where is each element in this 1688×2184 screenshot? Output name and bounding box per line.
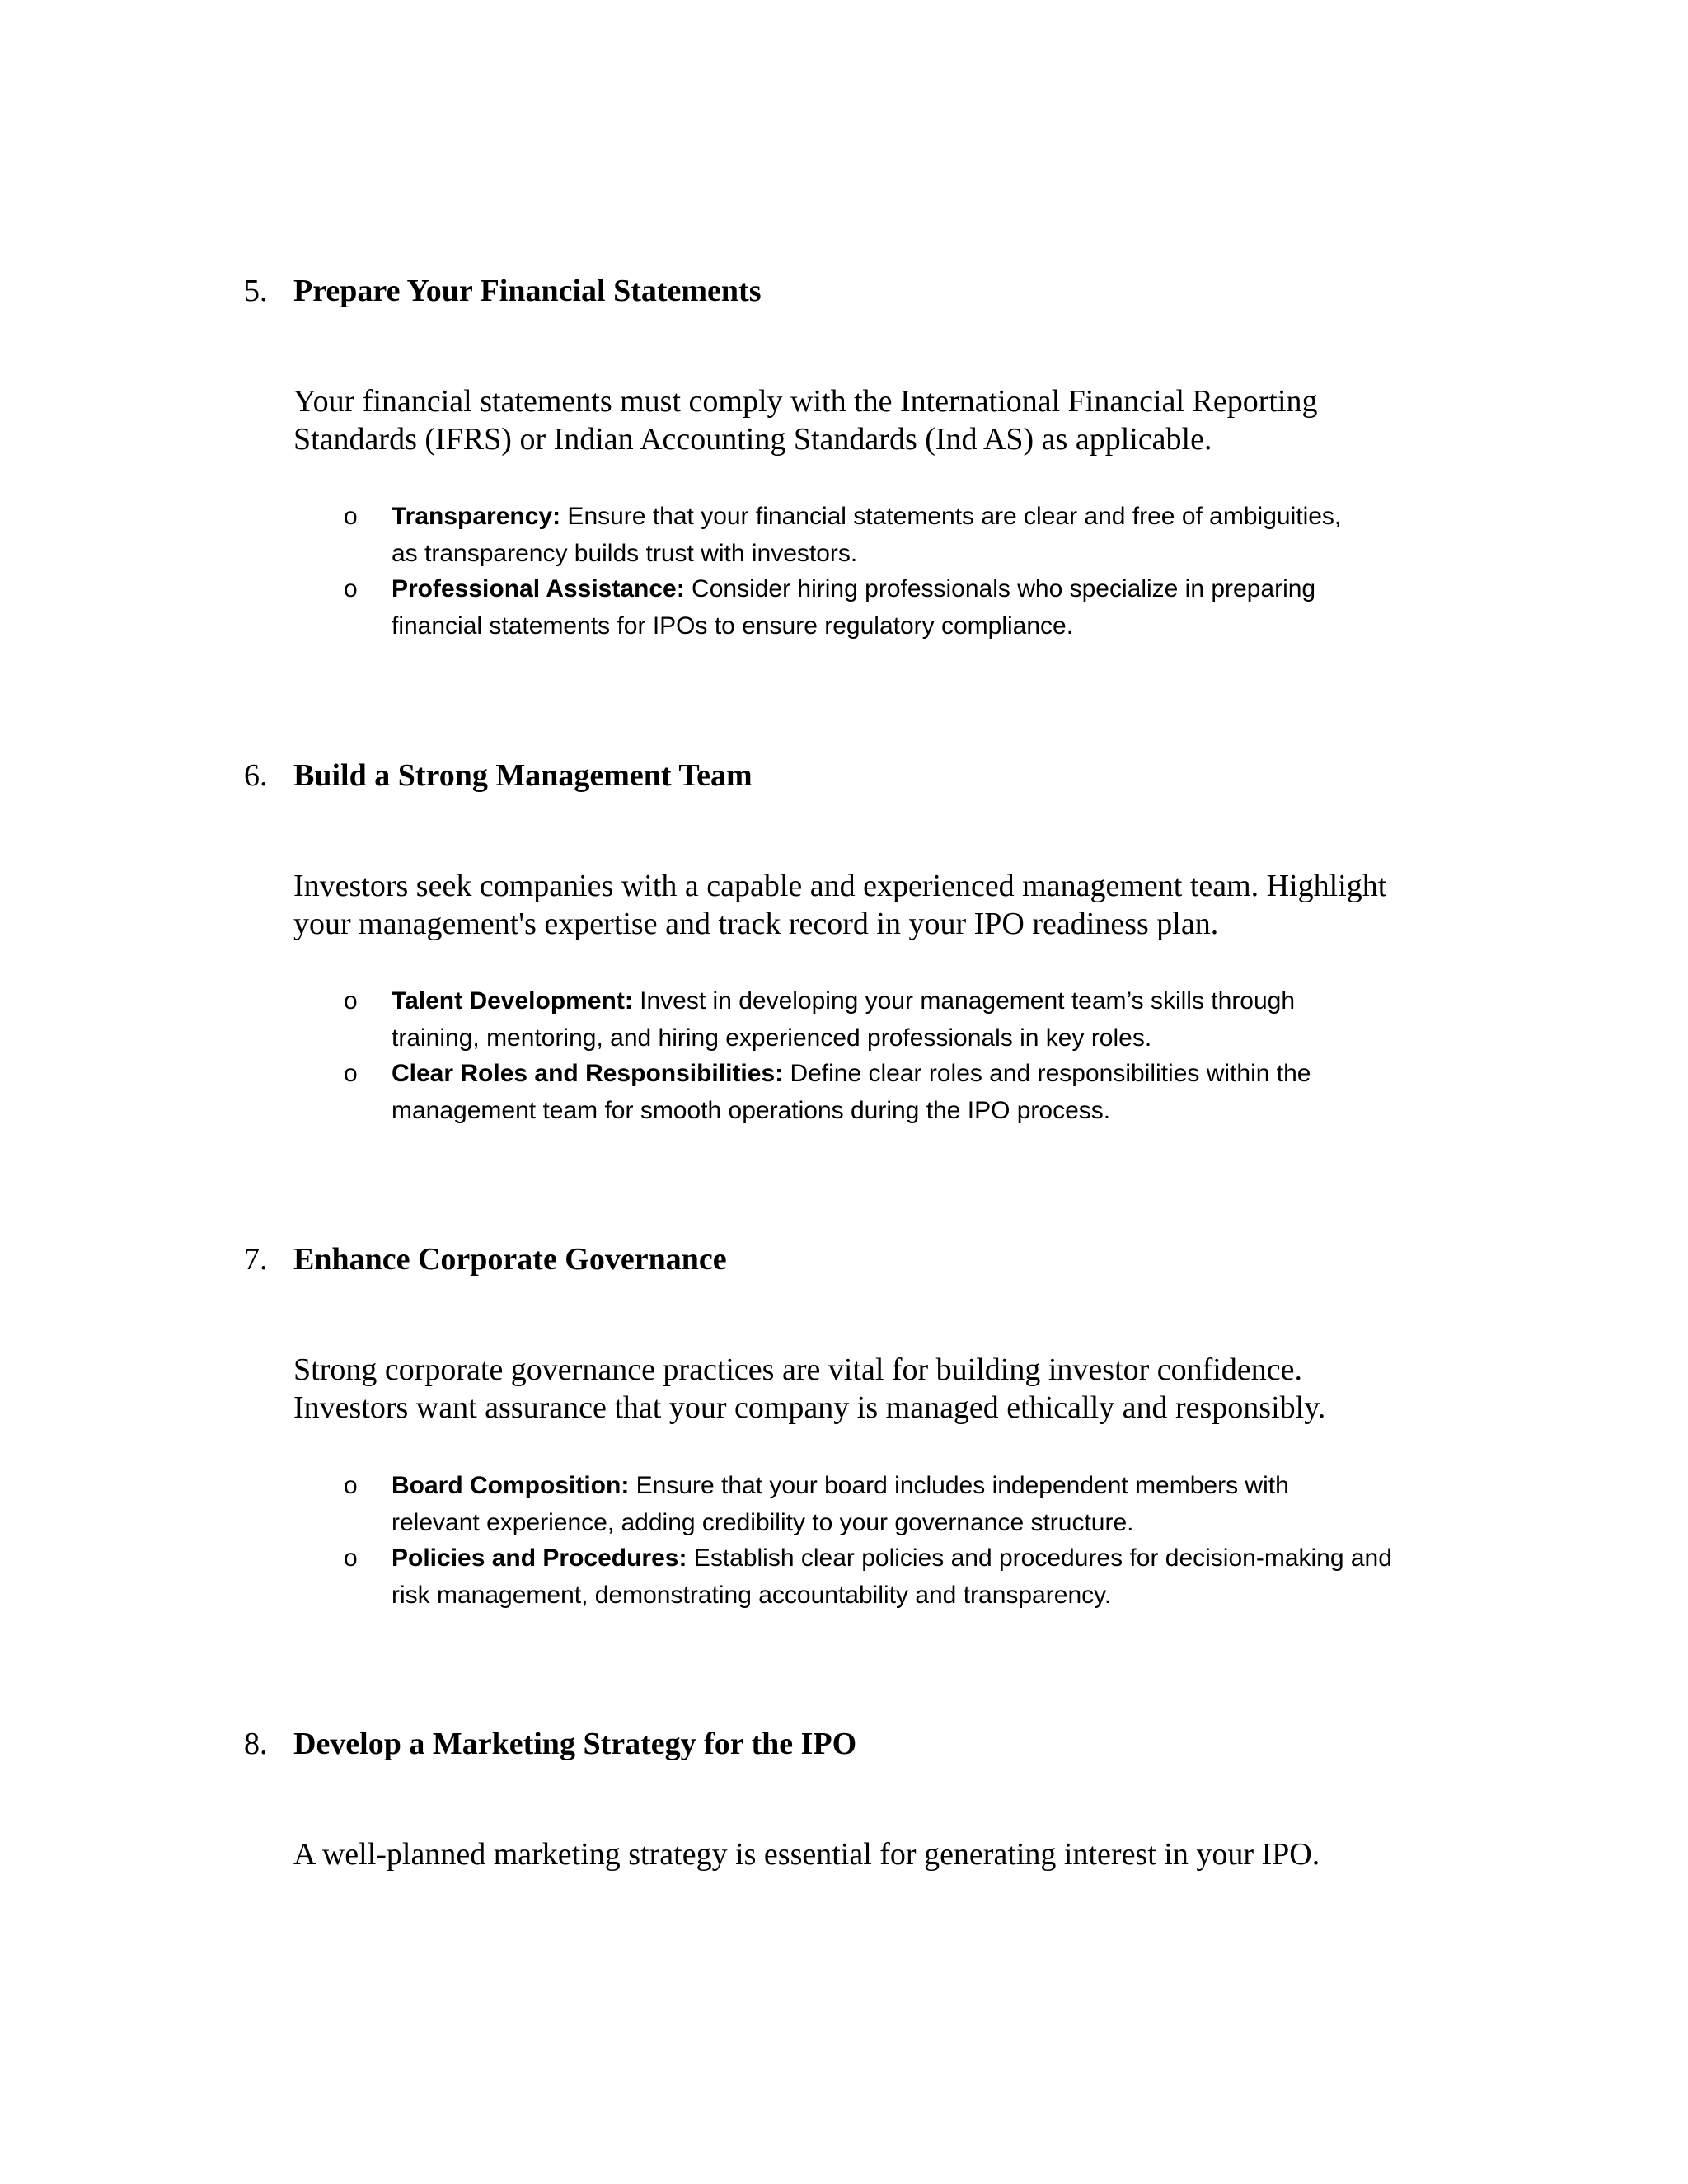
bullet-text (392, 1467, 1562, 1541)
bullet-continuation: training, mentoring, and hiring experienced professionals in key roles. (392, 1024, 1152, 1052)
section-title: Build a Strong Management Team (293, 758, 753, 793)
section-intro (293, 867, 1513, 943)
section-number: 5. (244, 274, 268, 308)
bullet-body: Consider hiring professionals who specialize in preparing (684, 575, 1316, 602)
intro-line: Investors seek companies with a capable and experienced management team. Highlight (293, 869, 1387, 903)
section-title: Develop a Marketing Strategy for the IPO (293, 1727, 857, 1761)
bullet-continuation: financial statements for IPOs to ensure regulatory compliance. (392, 612, 1074, 640)
bullet-body: Invest in developing your management team’s skills through (632, 987, 1296, 1015)
bullet-body: Ensure that your financial statements are clear and free of ambiguities, (560, 503, 1342, 530)
bullet-marker: o (344, 987, 358, 1015)
intro-line: Strong corporate governance practices are vital for building investor confidence. (293, 1352, 1302, 1387)
bullet-lead: Policies and Procedures: (392, 1544, 687, 1572)
intro-line: A well-planned marketing strategy is essential for generating interest in your IPO. (293, 1837, 1320, 1872)
bullet-text (392, 1055, 1562, 1129)
bullet-marker: o (344, 1060, 358, 1087)
intro-line: Your financial statements must comply with the International Financial Reporting (293, 384, 1318, 419)
intro-line: Investors want assurance that your company is managed ethically and responsibly. (293, 1390, 1326, 1425)
bullet-item (0, 498, 1688, 572)
bullet-lead: Transparency: (392, 503, 561, 530)
bullet-item (0, 1540, 1688, 1614)
bullet-marker: o (344, 503, 358, 530)
bullet-text (392, 498, 1562, 572)
bullet-body: Ensure that your board includes independent members with (629, 1472, 1289, 1499)
section-number: 6. (244, 758, 268, 793)
section-intro (293, 382, 1513, 458)
section-intro (293, 1351, 1513, 1427)
intro-line: your management's expertise and track record in your IPO readiness plan. (293, 907, 1219, 941)
intro-line: Standards (IFRS) or Indian Accounting Standards (Ind AS) as applicable. (293, 422, 1212, 457)
section-number: 7. (244, 1242, 268, 1277)
bullet-item (0, 982, 1688, 1057)
section-title: Prepare Your Financial Statements (293, 274, 762, 308)
bullet-body: Establish clear policies and procedures for decision-making and (687, 1544, 1392, 1572)
bullet-item (0, 1467, 1688, 1541)
bullet-lead: Talent Development: (392, 987, 633, 1015)
bullet-text (392, 1540, 1562, 1614)
bullet-lead: Professional Assistance: (392, 575, 685, 602)
bullet-text (392, 570, 1562, 644)
bullet-continuation: as transparency builds trust with investors. (392, 540, 858, 567)
section-title: Enhance Corporate Governance (293, 1242, 727, 1277)
bullet-body: Define clear roles and responsibilities within the (783, 1060, 1311, 1087)
bullet-item (0, 1055, 1688, 1129)
bullet-lead: Board Composition: (392, 1472, 630, 1499)
bullet-continuation: risk management, demonstrating accountability and transparency. (392, 1582, 1112, 1609)
bullet-marker: o (344, 1544, 358, 1572)
bullet-continuation: relevant experience, adding credibility to your governance structure. (392, 1509, 1134, 1536)
bullet-continuation: management team for smooth operations during the IPO process. (392, 1097, 1111, 1124)
bullet-item (0, 570, 1688, 644)
section-intro (293, 1835, 1513, 1873)
bullet-lead: Clear Roles and Responsibilities: (392, 1060, 784, 1087)
bullet-marker: o (344, 1472, 358, 1499)
bullet-text (392, 982, 1562, 1057)
section-number: 8. (244, 1727, 268, 1761)
bullet-marker: o (344, 575, 358, 602)
